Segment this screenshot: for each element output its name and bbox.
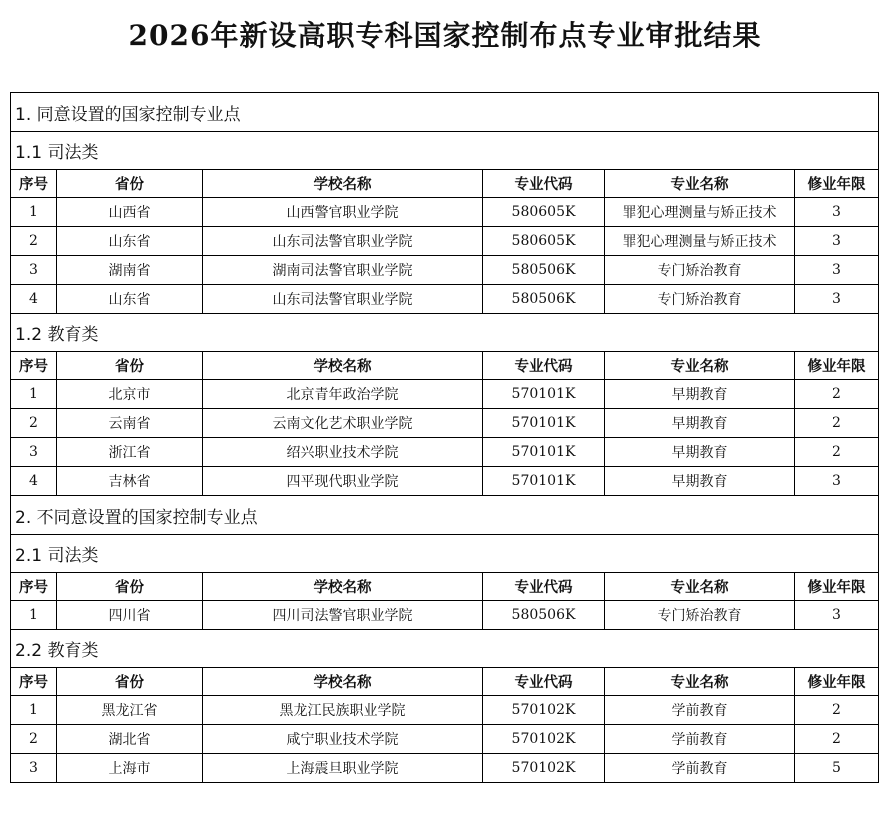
serial-cell: 2 bbox=[11, 725, 57, 754]
school-cell: 咸宁职业技术学院 bbox=[203, 725, 483, 754]
table-row bbox=[11, 467, 879, 496]
major-name-cell: 早期教育 bbox=[605, 467, 795, 496]
school-header: 学校名称 bbox=[203, 170, 483, 198]
major-name-cell: 专门矫治教育 bbox=[605, 256, 795, 285]
table-row bbox=[11, 285, 879, 314]
duration-header: 修业年限 bbox=[795, 352, 879, 380]
major-code-cell: 570101K bbox=[483, 409, 605, 438]
section-heading: 1. 同意设置的国家控制专业点 bbox=[11, 93, 879, 132]
duration-cell: 3 bbox=[795, 467, 879, 496]
serial-header: 序号 bbox=[11, 573, 57, 601]
duration-header: 修业年限 bbox=[795, 668, 879, 696]
table-row bbox=[11, 438, 879, 467]
table-row bbox=[11, 256, 879, 285]
duration-cell: 2 bbox=[795, 380, 879, 409]
province-header: 省份 bbox=[57, 352, 203, 380]
section-heading: 2. 不同意设置的国家控制专业点 bbox=[11, 496, 879, 535]
major-name-header: 专业名称 bbox=[605, 352, 795, 380]
section-heading-row bbox=[11, 93, 879, 132]
major-code-cell: 570101K bbox=[483, 438, 605, 467]
major-code-cell: 570102K bbox=[483, 696, 605, 725]
duration-cell: 3 bbox=[795, 285, 879, 314]
province-cell: 北京市 bbox=[57, 380, 203, 409]
school-cell: 湖南司法警官职业学院 bbox=[203, 256, 483, 285]
major-code-cell: 570102K bbox=[483, 754, 605, 783]
duration-cell: 2 bbox=[795, 696, 879, 725]
school-cell: 山西警官职业学院 bbox=[203, 198, 483, 227]
serial-cell: 1 bbox=[11, 696, 57, 725]
province-cell: 上海市 bbox=[57, 754, 203, 783]
page-title: 2026年新设高职专科国家控制布点专业审批结果 bbox=[128, 19, 762, 52]
major-name-header: 专业名称 bbox=[605, 170, 795, 198]
serial-header: 序号 bbox=[11, 352, 57, 380]
major-name-cell: 早期教育 bbox=[605, 380, 795, 409]
major-name-cell: 专门矫治教育 bbox=[605, 285, 795, 314]
province-cell: 山西省 bbox=[57, 198, 203, 227]
school-header: 学校名称 bbox=[203, 573, 483, 601]
table-row bbox=[11, 380, 879, 409]
serial-cell: 1 bbox=[11, 380, 57, 409]
major-code-header: 专业代码 bbox=[483, 352, 605, 380]
table-row bbox=[11, 696, 879, 725]
serial-cell: 4 bbox=[11, 285, 57, 314]
group-heading-row bbox=[11, 132, 879, 170]
school-header: 学校名称 bbox=[203, 352, 483, 380]
major-code-header: 专业代码 bbox=[483, 573, 605, 601]
serial-cell: 3 bbox=[11, 438, 57, 467]
major-code-cell: 580506K bbox=[483, 601, 605, 630]
major-name-cell: 早期教育 bbox=[605, 409, 795, 438]
duration-cell: 3 bbox=[795, 256, 879, 285]
major-name-header: 专业名称 bbox=[605, 573, 795, 601]
serial-header: 序号 bbox=[11, 668, 57, 696]
province-cell: 山东省 bbox=[57, 285, 203, 314]
school-cell: 北京青年政治学院 bbox=[203, 380, 483, 409]
serial-cell: 2 bbox=[11, 227, 57, 256]
school-cell: 绍兴职业技术学院 bbox=[203, 438, 483, 467]
group-heading: 1.1 司法类 bbox=[11, 132, 879, 170]
table-row bbox=[11, 725, 879, 754]
table-row bbox=[11, 198, 879, 227]
school-cell: 云南文化艺术职业学院 bbox=[203, 409, 483, 438]
table-row bbox=[11, 754, 879, 783]
school-cell: 四川司法警官职业学院 bbox=[203, 601, 483, 630]
major-code-cell: 570101K bbox=[483, 467, 605, 496]
school-cell: 山东司法警官职业学院 bbox=[203, 227, 483, 256]
province-header: 省份 bbox=[57, 573, 203, 601]
school-cell: 四平现代职业学院 bbox=[203, 467, 483, 496]
duration-cell: 2 bbox=[795, 438, 879, 467]
province-cell: 湖北省 bbox=[57, 725, 203, 754]
group-heading-row bbox=[11, 535, 879, 573]
column-header-row bbox=[11, 352, 879, 380]
serial-cell: 2 bbox=[11, 409, 57, 438]
major-code-cell: 570101K bbox=[483, 380, 605, 409]
major-name-cell: 学前教育 bbox=[605, 754, 795, 783]
serial-cell: 1 bbox=[11, 601, 57, 630]
province-cell: 湖南省 bbox=[57, 256, 203, 285]
group-heading: 1.2 教育类 bbox=[11, 314, 879, 352]
duration-header: 修业年限 bbox=[795, 170, 879, 198]
serial-cell: 4 bbox=[11, 467, 57, 496]
serial-cell: 3 bbox=[11, 754, 57, 783]
major-code-cell: 580605K bbox=[483, 227, 605, 256]
duration-cell: 3 bbox=[795, 198, 879, 227]
serial-cell: 3 bbox=[11, 256, 57, 285]
table-body bbox=[11, 93, 879, 783]
province-header: 省份 bbox=[57, 170, 203, 198]
major-code-cell: 580506K bbox=[483, 256, 605, 285]
province-header: 省份 bbox=[57, 668, 203, 696]
column-header-row bbox=[11, 573, 879, 601]
major-code-header: 专业代码 bbox=[483, 668, 605, 696]
group-heading-row bbox=[11, 314, 879, 352]
province-cell: 黑龙江省 bbox=[57, 696, 203, 725]
major-name-cell: 专门矫治教育 bbox=[605, 601, 795, 630]
duration-cell: 2 bbox=[795, 409, 879, 438]
table-row bbox=[11, 409, 879, 438]
school-cell: 黑龙江民族职业学院 bbox=[203, 696, 483, 725]
group-heading: 2.1 司法类 bbox=[11, 535, 879, 573]
duration-cell: 2 bbox=[795, 725, 879, 754]
major-name-cell: 罪犯心理测量与矫正技术 bbox=[605, 198, 795, 227]
duration-header: 修业年限 bbox=[795, 573, 879, 601]
major-name-cell: 学前教育 bbox=[605, 725, 795, 754]
major-name-header: 专业名称 bbox=[605, 668, 795, 696]
school-cell: 上海震旦职业学院 bbox=[203, 754, 483, 783]
duration-cell: 3 bbox=[795, 601, 879, 630]
duration-cell: 3 bbox=[795, 227, 879, 256]
column-header-row bbox=[11, 668, 879, 696]
school-cell: 山东司法警官职业学院 bbox=[203, 285, 483, 314]
serial-header: 序号 bbox=[11, 170, 57, 198]
major-code-cell: 570102K bbox=[483, 725, 605, 754]
table-row bbox=[11, 601, 879, 630]
group-heading: 2.2 教育类 bbox=[11, 630, 879, 668]
school-header: 学校名称 bbox=[203, 668, 483, 696]
serial-cell: 1 bbox=[11, 198, 57, 227]
province-cell: 浙江省 bbox=[57, 438, 203, 467]
major-name-cell: 罪犯心理测量与矫正技术 bbox=[605, 227, 795, 256]
approval-results-table bbox=[10, 92, 879, 783]
major-code-cell: 580605K bbox=[483, 198, 605, 227]
major-code-cell: 580506K bbox=[483, 285, 605, 314]
province-cell: 四川省 bbox=[57, 601, 203, 630]
section-heading-row bbox=[11, 496, 879, 535]
column-header-row bbox=[11, 170, 879, 198]
province-cell: 山东省 bbox=[57, 227, 203, 256]
province-cell: 云南省 bbox=[57, 409, 203, 438]
table-row bbox=[11, 227, 879, 256]
major-name-cell: 学前教育 bbox=[605, 696, 795, 725]
major-name-cell: 早期教育 bbox=[605, 438, 795, 467]
duration-cell: 5 bbox=[795, 754, 879, 783]
major-code-header: 专业代码 bbox=[483, 170, 605, 198]
province-cell: 吉林省 bbox=[57, 467, 203, 496]
group-heading-row bbox=[11, 630, 879, 668]
